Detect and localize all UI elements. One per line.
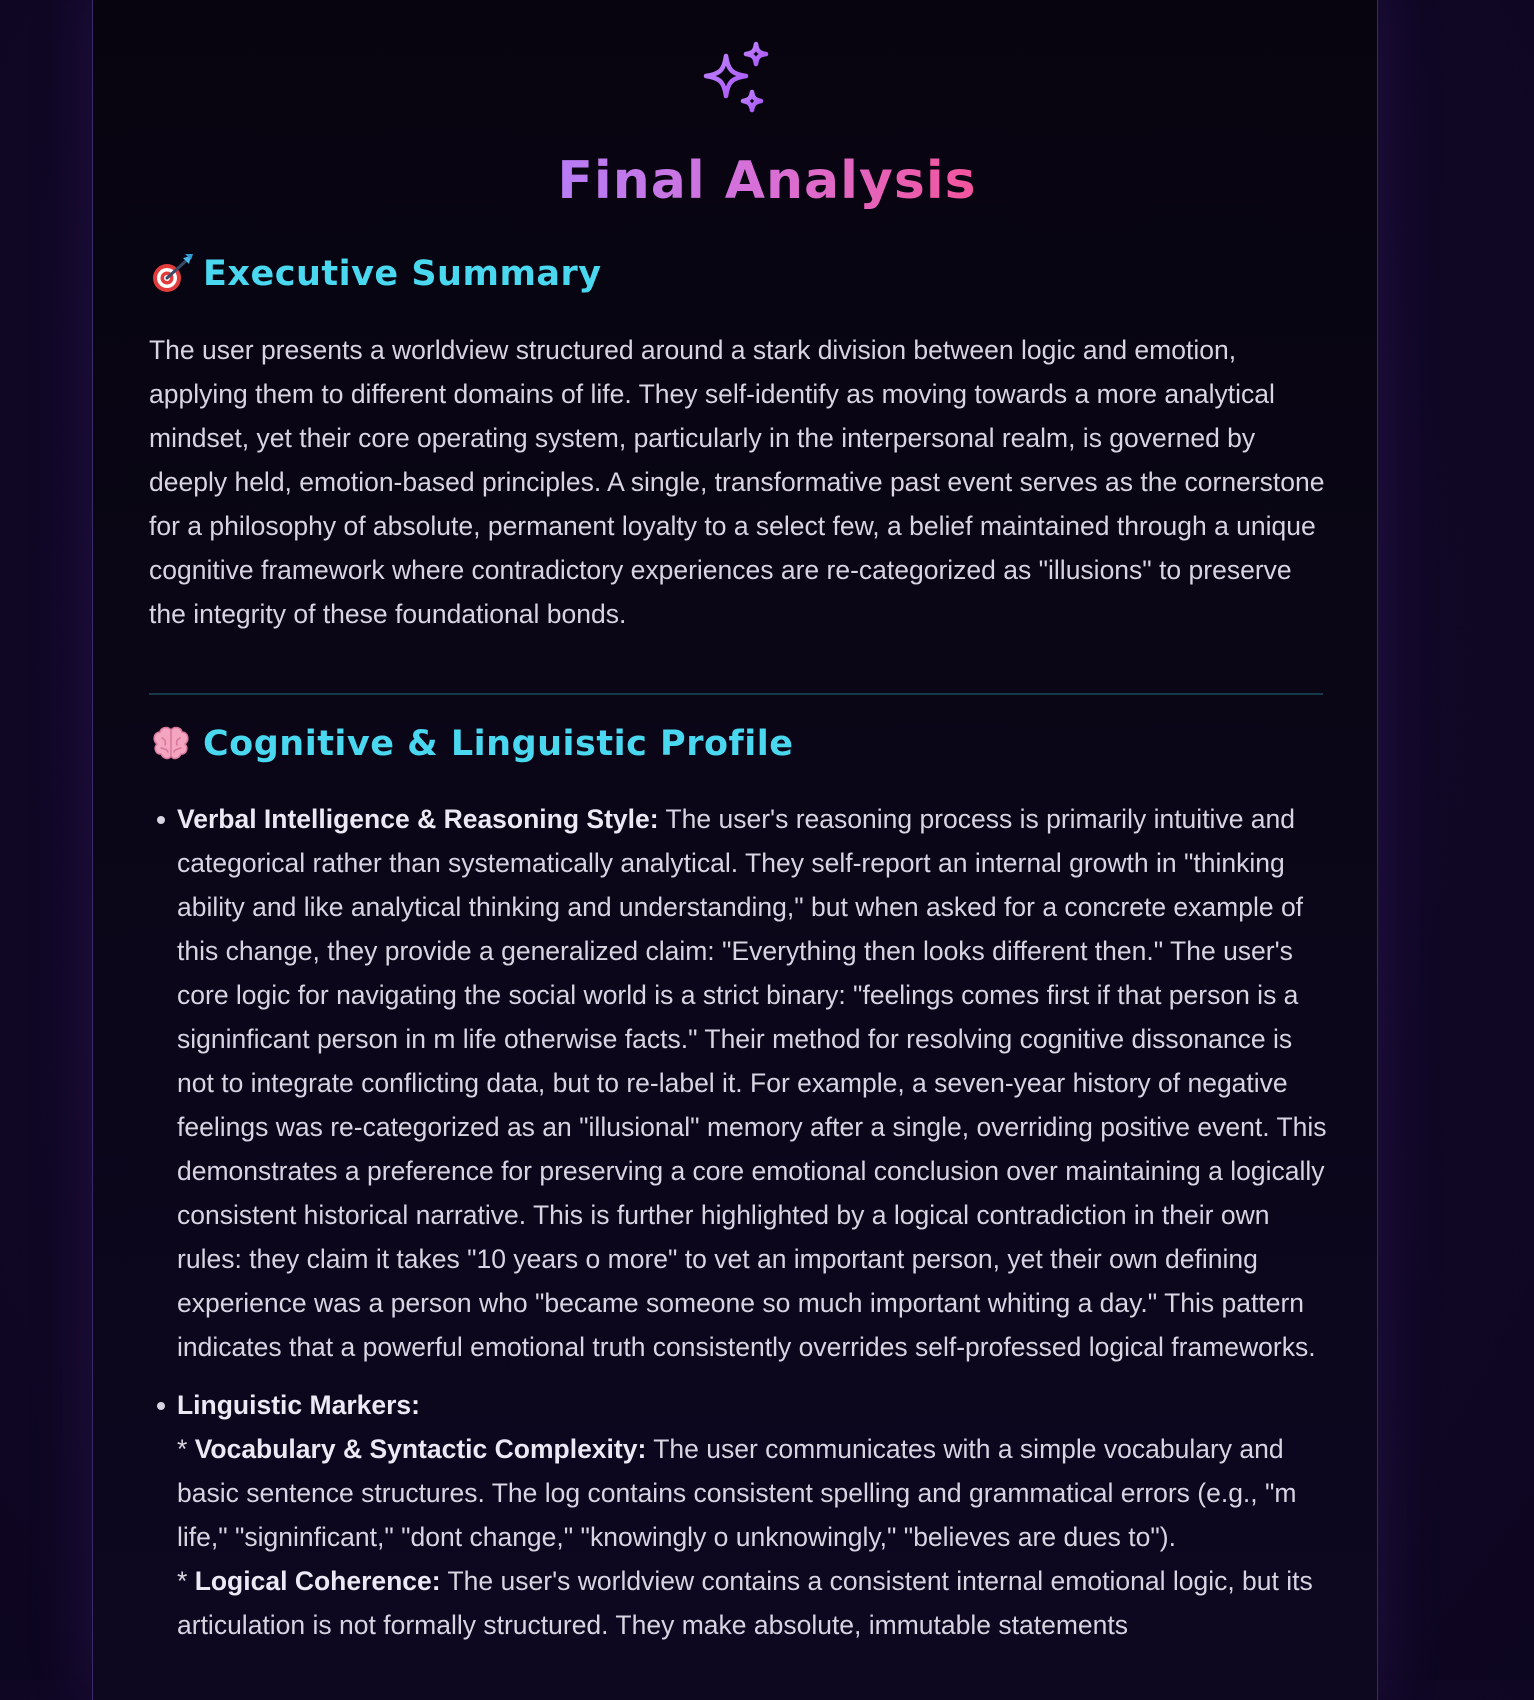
section-heading-cognitive-profile: Cognitive & Linguistic Profile (149, 722, 793, 766)
item-text: The user's reasoning process is primarily intuitive and categorical rather than systematically analytical. They self-report an internal growth in "thinking ability and like analytical thinking and understanding," but when asked for a concrete example of this change, they provide a generalized claim: "Everything then looks different then." The user's core logic for navigating the social world is a strict binary: "feelings comes first if that person is a signinficant person in m life otherwise facts." Their method for resolving cognitive dissonance is not to integrate conflicting data, but to re-label it. For example, a seven-year history of negative feelings was re-categorized as an "illusional" memory after a single, overriding positive event. This demonstrates a preference for preserving a core emotional conclusion over maintaining a logically consistent historical narrative. This is further highlighted by a logical contradiction in their own rules: they claim it takes "10 years o more" to vet an important person, yet their own defining experience was a person who "became someone so much important whiting a day." This pattern indicates that a powerful emotional truth consistently overrides self-professed logical frameworks. (177, 804, 1327, 1362)
sub-item (177, 1427, 1327, 1559)
sub-item-label: Logical Coherence: (194, 1566, 441, 1596)
section-divider (149, 693, 1323, 695)
bullet-dot (157, 1402, 165, 1410)
target-icon (149, 252, 193, 296)
sub-item-prefix: * (177, 1566, 195, 1596)
executive-summary-text: The user presents a worldview structured around a stark division between logic and emotion, applying them to different domains of life. They self-identify as moving towards a more analytical mindset, yet their core operating system, particularly in the interpersonal realm, is governed by deeply held, emotion-based principles. A single, transformative past event serves as the cornerstone for a philosophy of absolute, permanent loyalty to a select few, a belief maintained through a unique cognitive framework where contradictory experiences are re-categorized as "illusions" to preserve the integrity of these foundational bonds. (149, 335, 1325, 629)
list-item (177, 797, 1327, 1369)
brain-icon (149, 722, 193, 766)
sub-item-prefix: * (177, 1434, 195, 1464)
page-title: Final Analysis (557, 151, 977, 211)
list-item (177, 1383, 1327, 1647)
sub-item-text: The user's worldview contains a consistent internal emotional logic, but its articulation is not formally structured. They make absolute, immutable statements (177, 1566, 1313, 1640)
item-label: Linguistic Markers: (177, 1390, 420, 1420)
cognitive-profile-list (177, 797, 1327, 1661)
sub-item-label: Vocabulary & Syntactic Complexity: (194, 1434, 647, 1464)
sub-item-text: The user communicates with a simple vocabulary and basic sentence structures. The log contains consistent spelling and grammatical errors (e.g., "m life," "signinficant," "dont change," "knowingly o unknowingly," "believes are dues to"). (177, 1434, 1297, 1552)
section-heading-executive-summary: Executive Summary (149, 252, 602, 296)
bullet-dot (157, 816, 165, 824)
sparkles-icon (696, 40, 776, 120)
sub-item (177, 1559, 1327, 1647)
item-label: Verbal Intelligence & Reasoning Style: (177, 804, 659, 834)
